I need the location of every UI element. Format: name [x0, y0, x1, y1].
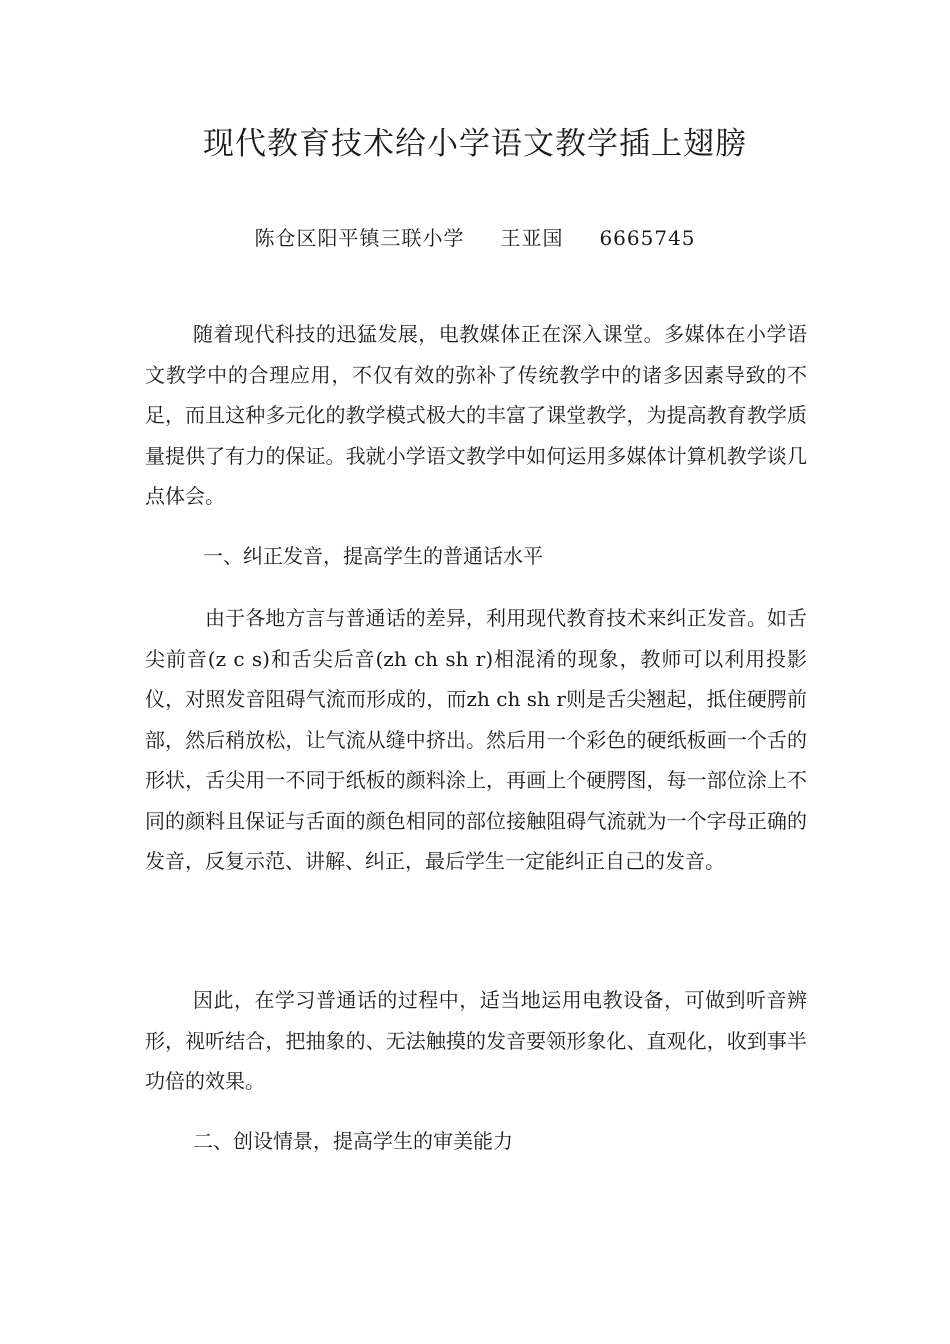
- conclusion-paragraph: 因此，在学习普通话的过程中，适当地运用电教设备，可做到听音辨形，视听结合，把抽象的、无法触摸的发音要领形象化、直观化，收到事半功倍的效果。: [145, 988, 807, 1093]
- section-heading-two: 二、创设情景，提高学生的审美能力: [193, 1129, 513, 1153]
- school-name: 陈仓区阳平镇三联小学: [254, 226, 465, 250]
- phone-number: 6665745: [599, 226, 696, 250]
- intro-paragraph: 随着现代科技的迅猛发展，电教媒体正在深入课堂。多媒体在小学语文教学中的合理应用，不仅有效的弥补了传统教学中的诸多因素导致的不足，而且这种多元化的教学模式极大的丰富了课堂教学，为提高教育教学质量提供了有力的保证。我就小学语文教学中如何运用多媒体计算机教学谈几点体会。: [145, 322, 807, 508]
- section-heading-one: 一、纠正发音，提高学生的普通话水平: [203, 544, 543, 568]
- pronunciation-paragraph: 由于各地方言与普通话的差异，利用现代教育技术来纠正发音。如舌尖前音(z c s)和舌尖后音(zh ch sh r)相混淆的现象，教师可以利用投影仪，对照发音阻碍气流而形成的，而zh ch sh r则是舌尖翘起，抵住硬腭前部，然后稍放松，让气流从缝中挤出。然后用一个彩色的硬纸板画一个舌的形状，舌尖用一不同于纸板的颜料涂上，再画上个硬腭图，每一部位涂上不同的颜料且保证与舌面的颜色相同的部位接触阻碍气流就为一个字母正确的发音，反复示范、讲解、纠正，最后学生一定能纠正自己的发音。: [145, 606, 807, 873]
- author-name: 王亚国: [500, 226, 564, 250]
- author-byline: [0, 222, 950, 251]
- document-title: 现代教育技术给小学语文教学插上翅膀: [203, 126, 747, 162]
